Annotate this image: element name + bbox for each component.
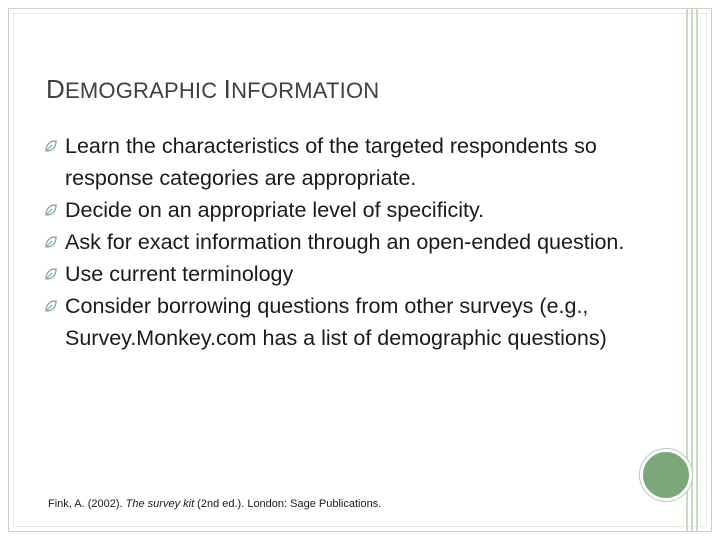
leaf-bullet-icon: [44, 139, 58, 153]
leaf-bullet-icon: [44, 299, 58, 313]
bullet-text: Ask for exact information through an open-ended question.: [65, 230, 625, 254]
bullet-text: Use current terminology: [65, 262, 294, 286]
list-item: [44, 194, 634, 226]
citation-title: The survey kit: [125, 498, 195, 510]
list-item: [44, 226, 634, 258]
citation-publisher: (2nd ed.). London: Sage Publications.: [194, 498, 382, 510]
bullet-list: [44, 130, 634, 354]
citation-author: Fink, A. (2002).: [48, 498, 126, 510]
title-rest-demographic: EMOGRAPHIC: [64, 78, 224, 103]
list-item: [44, 258, 634, 290]
list-item: [44, 290, 634, 354]
slide-title: [46, 74, 379, 105]
decorative-stripe: [691, 9, 693, 531]
leaf-bullet-icon: [44, 267, 58, 281]
decorative-circle: [640, 449, 692, 501]
title-rest-information: NFORMATION: [231, 78, 380, 103]
bullet-text: Decide on an appropriate level of specificity.: [65, 198, 485, 222]
leaf-bullet-icon: [44, 203, 58, 217]
decorative-stripe: [696, 9, 698, 531]
decorative-stripe: [686, 9, 688, 531]
bullet-text: Learn the characteristics of the targeted respondents so response categories are appropriate.: [65, 134, 597, 190]
citation: [48, 498, 381, 510]
list-item: [44, 130, 634, 194]
title-cap-i: I: [223, 74, 232, 104]
title-cap-d: D: [46, 74, 65, 104]
bullet-text: Consider borrowing questions from other surveys (e.g., Survey.Monkey.com has a list of demographic questions): [65, 294, 607, 350]
leaf-bullet-icon: [44, 235, 58, 249]
